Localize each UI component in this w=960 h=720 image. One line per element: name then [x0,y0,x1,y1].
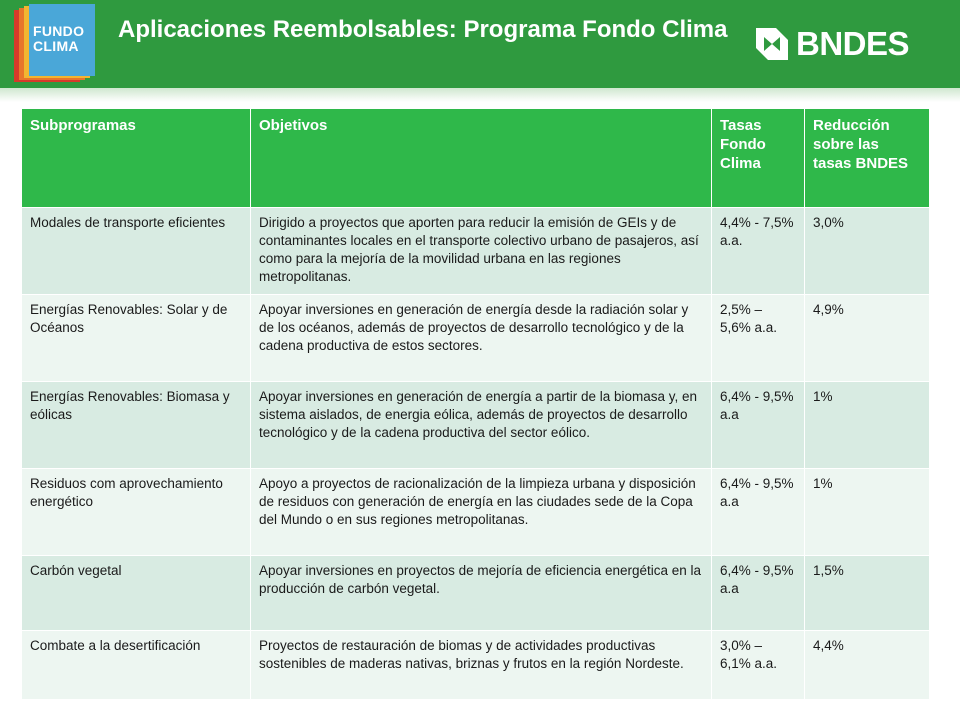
table-row [22,556,930,631]
cell-subprograma: Combate a la desertificación [22,631,251,700]
cell-reduccion: 4,4% [805,631,930,700]
logo-text-line1: FUNDO [33,23,85,39]
cell-tasa: 4,4% - 7,5% a.a. [712,208,805,295]
cell-subprograma: Residuos com aprovechamiento energético [22,469,251,556]
cell-tasa: 6,4% - 9,5% a.a [712,469,805,556]
bndes-wordmark: BNDES [796,25,910,62]
table-row [22,208,930,295]
header-objetivos: Objetivos [251,109,712,208]
table-row [22,382,930,469]
bndes-logo [756,24,909,64]
cell-objetivo: Apoyar inversiones en generación de energía a partir de la biomasa y, en sistema aislados, de energia eólica, además de proyectos de desarrollo tecnológico y de la cadena productiva del sector eólico. [251,382,712,469]
cell-tasa: 6,4% - 9,5% a.a [712,556,805,631]
header-tasas: Tasas Fondo Clima [712,109,805,208]
table-header-row [22,109,930,208]
fundo-clima-logo [14,4,100,82]
cell-objetivo: Apoyo a proyectos de racionalización de la limpieza urbana y disposición de residuos con generación de energía en las ciudades sede de la Copa del Mundo o en sus regiones metropolitanas. [251,469,712,556]
logo-text [33,24,93,54]
cell-objetivo: Dirigido a proyectos que aporten para reducir la emisión de GEIs y de contaminantes locales en el transporte colectivo urbano de pasajeros, así como para la mejoría de la movilidad urbana en las regiones metropolitanas. [251,208,712,295]
header-subprogramas: Subprogramas [22,109,251,208]
table-row [22,631,930,700]
header-reduccion: Reducción sobre las tasas BNDES [805,109,930,208]
cell-objetivo: Proyectos de restauración de biomas y de actividades productivas sostenibles de maderas nativas, briznas y frutos en la región Nordeste. [251,631,712,700]
cell-reduccion: 1% [805,469,930,556]
cell-tasa: 6,4% - 9,5% a.a [712,382,805,469]
subprograms-table [21,108,929,700]
cell-objetivo: Apoyar inversiones en proyectos de mejoría de eficiencia energética en la producción de carbón vegetal. [251,556,712,631]
cell-objetivo: Apoyar inversiones en generación de energía desde la radiación solar y de los océanos, además de proyectos de desarrollo tecnológico y de la cadena productiva de estos sectores. [251,295,712,382]
bndes-mark-icon [756,28,788,60]
header-divider [0,88,960,102]
cell-subprograma: Carbón vegetal [22,556,251,631]
cell-tasa: 2,5% – 5,6% a.a. [712,295,805,382]
table-row [22,295,930,382]
cell-subprograma: Energías Renovables: Biomasa y eólicas [22,382,251,469]
cell-reduccion: 1,5% [805,556,930,631]
page-title: Aplicaciones Reembolsables: Programa Fondo Clima [118,16,728,43]
cell-subprograma: Energías Renovables: Solar y de Océanos [22,295,251,382]
cell-reduccion: 4,9% [805,295,930,382]
cell-reduccion: 1% [805,382,930,469]
table-row [22,469,930,556]
cell-subprograma: Modales de transporte eficientes [22,208,251,295]
cell-tasa: 3,0% – 6,1% a.a. [712,631,805,700]
cell-reduccion: 3,0% [805,208,930,295]
logo-text-line2: CLIMA [33,38,79,54]
